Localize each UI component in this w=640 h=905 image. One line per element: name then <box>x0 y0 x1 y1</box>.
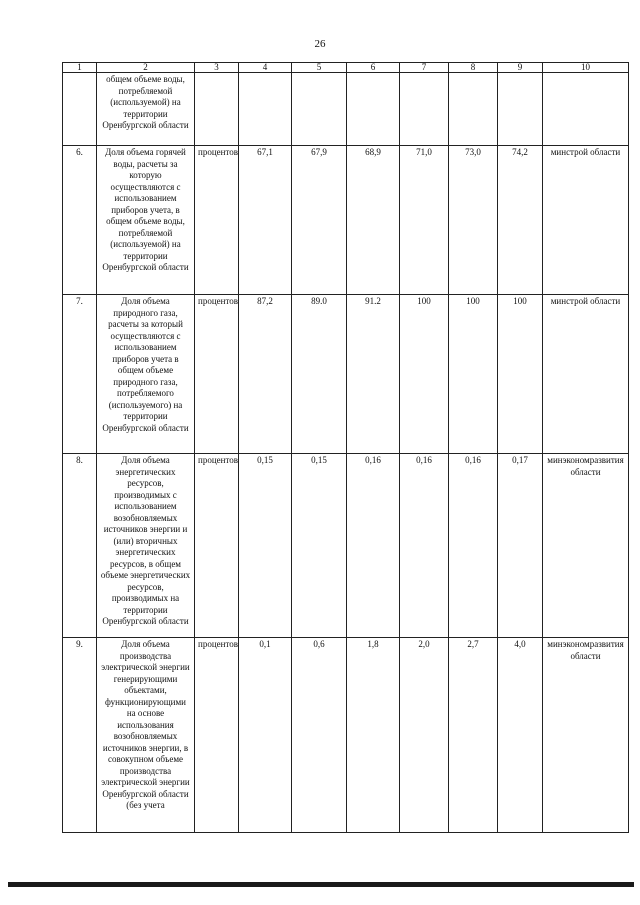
unit: процентов <box>195 295 239 454</box>
page-number: 26 <box>314 38 326 50</box>
value-col-8: 0,16 <box>449 454 498 638</box>
col-header-7: 7 <box>400 63 449 73</box>
executor <box>543 73 629 146</box>
row-number <box>63 73 97 146</box>
col-header-4: 4 <box>239 63 292 73</box>
indicator-name: Доля объема энергетических ресурсов, производимых с использованием возобновляемых источников энергии и (или) вторичных энергетических ресурсов, в общем объеме энергетических ресурсов, производимых на территории Оренбургской области <box>97 454 195 638</box>
col-header-8: 8 <box>449 63 498 73</box>
value-col-6 <box>347 73 400 146</box>
executor: минэкономразвития области <box>543 638 629 833</box>
value-col-4: 87,2 <box>239 295 292 454</box>
row-number: 9. <box>63 638 97 833</box>
value-col-7: 71,0 <box>400 146 449 295</box>
value-col-7: 100 <box>400 295 449 454</box>
value-col-9: 100 <box>498 295 543 454</box>
indicator-name: Доля объема производства электрической энергии генерирующими объектами, функционирующими на основе использования возобновляемых источников энергии, в совокупном объеме производства электрической энергии Оренбургской области (без учета <box>97 638 195 833</box>
value-col-9: 4,0 <box>498 638 543 833</box>
value-col-9 <box>498 73 543 146</box>
executor: минэкономразвития области <box>543 454 629 638</box>
bottom-rule <box>8 882 634 887</box>
value-col-5 <box>292 73 347 146</box>
executor: минстрой области <box>543 146 629 295</box>
value-col-5: 0,15 <box>292 454 347 638</box>
indicator-name: Доля объема природного газа, расчеты за который осуществляются с использованием приборов учета в общем объеме природного газа, потребляемого (используемого) на территории Оренбургской области <box>97 295 195 454</box>
table-row <box>63 295 629 454</box>
value-col-9: 0,17 <box>498 454 543 638</box>
value-col-6: 68,9 <box>347 146 400 295</box>
value-col-5: 67,9 <box>292 146 347 295</box>
table-row <box>63 73 629 146</box>
indicators-table <box>62 62 629 833</box>
col-header-5: 5 <box>292 63 347 73</box>
value-col-7: 0,16 <box>400 454 449 638</box>
value-col-4 <box>239 73 292 146</box>
value-col-5: 89.0 <box>292 295 347 454</box>
value-col-6: 91.2 <box>347 295 400 454</box>
executor: минстрой области <box>543 295 629 454</box>
value-col-7 <box>400 73 449 146</box>
table-row <box>63 454 629 638</box>
unit: процентов <box>195 454 239 638</box>
value-col-6: 1,8 <box>347 638 400 833</box>
value-col-6: 0,16 <box>347 454 400 638</box>
col-header-10: 10 <box>543 63 629 73</box>
table-row <box>63 638 629 833</box>
unit: процентов <box>195 146 239 295</box>
value-col-8: 100 <box>449 295 498 454</box>
col-header-3: 3 <box>195 63 239 73</box>
col-header-2: 2 <box>97 63 195 73</box>
unit <box>195 73 239 146</box>
col-header-9: 9 <box>498 63 543 73</box>
table-row <box>63 146 629 295</box>
header-row <box>63 63 629 73</box>
value-col-8 <box>449 73 498 146</box>
col-header-1: 1 <box>63 63 97 73</box>
value-col-8: 73,0 <box>449 146 498 295</box>
value-col-4: 0,1 <box>239 638 292 833</box>
value-col-8: 2,7 <box>449 638 498 833</box>
row-number: 8. <box>63 454 97 638</box>
value-col-4: 0,15 <box>239 454 292 638</box>
value-col-4: 67,1 <box>239 146 292 295</box>
indicator-name: общем объеме воды, потребляемой (используемой) на территории Оренбургской области <box>97 73 195 146</box>
row-number: 7. <box>63 295 97 454</box>
col-header-6: 6 <box>347 63 400 73</box>
row-number: 6. <box>63 146 97 295</box>
value-col-9: 74,2 <box>498 146 543 295</box>
indicator-name: Доля объема горячей воды, расчеты за которую осуществляются с использованием приборов учета, в общем объеме воды, потребляемой (используемой) на территории Оренбургской области <box>97 146 195 295</box>
value-col-7: 2,0 <box>400 638 449 833</box>
value-col-5: 0,6 <box>292 638 347 833</box>
unit: процентов <box>195 638 239 833</box>
